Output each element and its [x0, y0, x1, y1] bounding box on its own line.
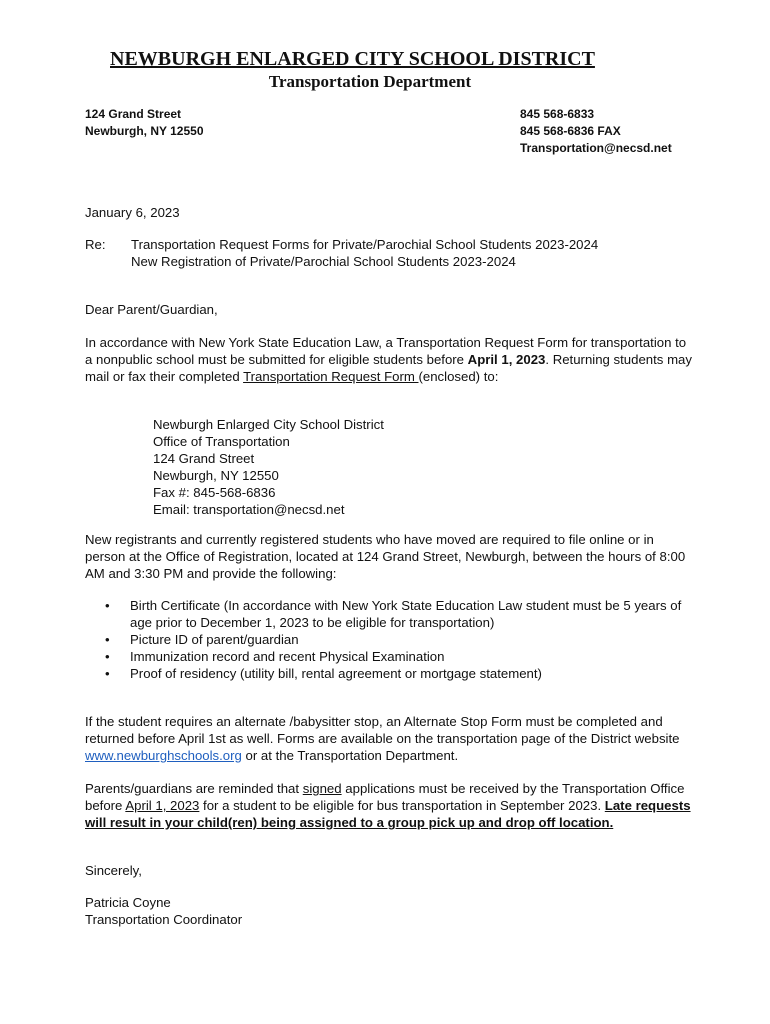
list-item — [85, 648, 695, 665]
list-item — [85, 631, 695, 648]
paragraph-new-registrants: New registrants and currently registered students who have moved are required to file online or in person at the Office of Registration, located at 124 Grand Street, Newburgh, between the hours of 8:00 AM and 3:30 PM and provide the following: — [85, 532, 686, 581]
district-website-link[interactable]: www.newburghschools.org — [85, 748, 242, 763]
transportation-request-form-link: Transportation Request Form — [243, 369, 419, 384]
signed-emphasis: signed — [302, 781, 342, 796]
paragraph-alternate-stop — [85, 713, 695, 764]
mailing-address — [153, 416, 384, 518]
address-city: Newburgh, NY 12550 — [85, 124, 204, 138]
mailing-line: 124 Grand Street — [153, 451, 255, 466]
list-item-text: Picture ID of parent/guardian — [130, 632, 299, 647]
mailing-line: Newburgh Enlarged City School District — [153, 417, 384, 432]
signature-block — [85, 894, 695, 928]
list-item-text: Proof of residency (utility bill, rental agreement or mortgage statement) — [130, 666, 542, 681]
paragraph-text: If the student requires an alternate /babysitter stop, an Alternate Stop Form must be completed and returned before April 1st as well. Forms are available on the transportation page of the District website — [85, 714, 680, 746]
district-address — [85, 106, 204, 140]
paragraph-text: (enclosed) to: — [418, 369, 499, 384]
mailing-email: Email: transportation@necsd.net — [153, 502, 345, 517]
list-item — [85, 665, 695, 682]
mailing-line: Office of Transportation — [153, 434, 290, 449]
district-title: NEWBURGH ENLARGED CITY SCHOOL DISTRICT — [110, 48, 595, 70]
bullet-icon: • — [105, 632, 110, 647]
paragraph-text: . Returning students may mail or fax their completed — [85, 352, 692, 384]
paragraph-text: for a student to be eligible for bus transportation in September 2023. — [199, 798, 602, 813]
list-item-text: Immunization record and recent Physical Examination — [130, 649, 445, 664]
list-item — [85, 597, 695, 631]
list-item-text: Birth Certificate (In accordance with New York State Education Law student must be 5 years of age prior to December 1, 2023 to be eligible for transportation) — [130, 598, 682, 630]
regarding-line-1: Transportation Request Forms for Private/Parochial School Students 2023-2024 — [131, 237, 599, 252]
letter-date: January 6, 2023 — [85, 205, 180, 220]
paragraph-reminder — [85, 780, 695, 831]
paragraph-text: In accordance with New York State Education Law, a Transportation Request Form for transportation to a nonpublic school must be submitted for eligible students before — [85, 335, 687, 367]
mailing-fax: Fax #: 845-568-6836 — [153, 485, 276, 500]
closing: Sincerely, — [85, 863, 142, 878]
bullet-icon: • — [105, 666, 110, 681]
mailing-line: Newburgh, NY 12550 — [153, 468, 279, 483]
paragraph-request-forms — [85, 334, 695, 385]
regarding-line-2: New Registration of Private/Parochial School Students 2023-2024 — [131, 254, 516, 269]
paragraph-text: or at the Transportation Department. — [241, 748, 459, 763]
contact-info — [520, 106, 672, 157]
bullet-icon: • — [105, 598, 110, 613]
contact-fax: 845 568-6836 FAX — [520, 124, 621, 138]
contact-email: Transportation@necsd.net — [520, 141, 672, 155]
deadline-date: April 1, 2023 — [467, 352, 546, 367]
signer-name: Patricia Coyne — [85, 895, 171, 910]
deadline-date: April 1, 2023 — [125, 798, 200, 813]
paragraph-text: Parents/guardians are reminded that — [85, 781, 303, 796]
bullet-icon: • — [105, 649, 110, 664]
late-request-warning: Late requests will result in your child(ren) being assigned to a group pick up and drop off location. — [85, 798, 691, 830]
requirements-list — [85, 597, 695, 682]
regarding-label: Re: — [85, 237, 106, 252]
contact-phone: 845 568-6833 — [520, 107, 595, 121]
department-subtitle: Transportation Department — [268, 72, 472, 91]
paragraph-text: applications must be received by the Transportation Office before — [85, 781, 685, 813]
salutation: Dear Parent/Guardian, — [85, 302, 218, 317]
address-street: 124 Grand Street — [85, 107, 182, 121]
signer-title: Transportation Coordinator — [85, 912, 243, 927]
